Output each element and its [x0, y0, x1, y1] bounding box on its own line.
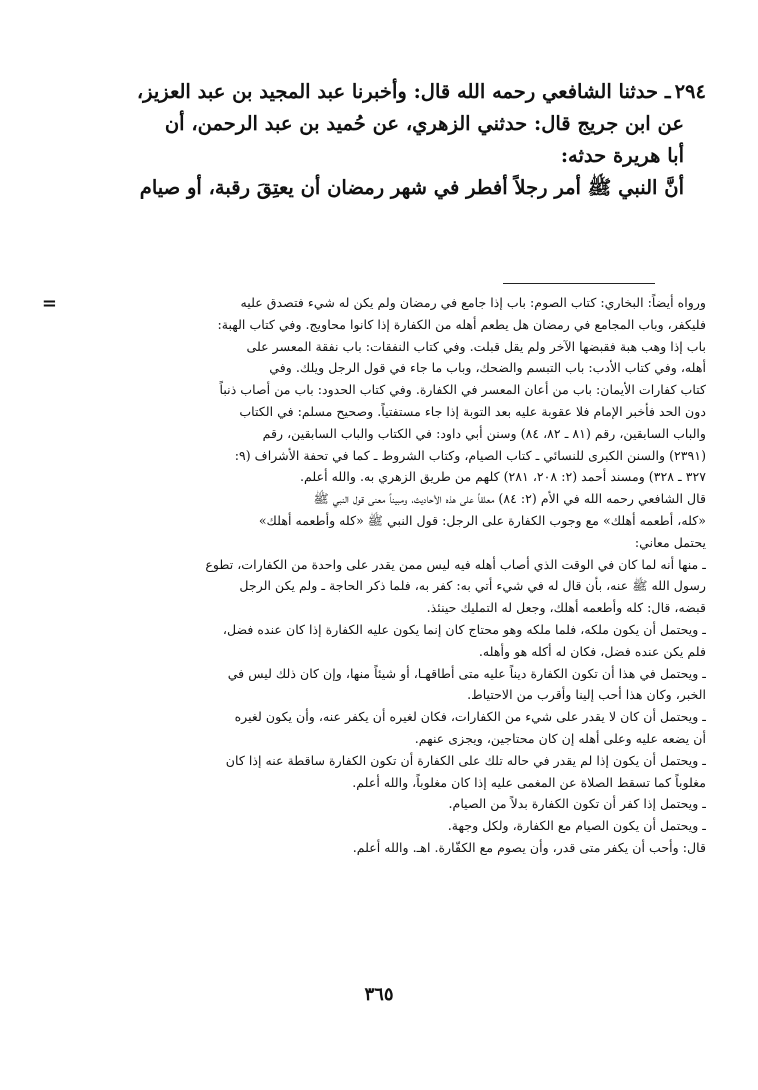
footnote-line: ـ ويحتمل إذا كفر أن تكون الكفارة بدلاً من الصيام. — [448, 796, 706, 812]
hadith-line — [46, 76, 706, 108]
footnote-line: باب إذا وهب هبة فقبضها الآخر ولم يقل قبلت. وفي كتاب النفقات: باب نفقة المعسر على — [246, 338, 706, 354]
footnote-line: ـ ويحتمل أن كان لا يقدر على شيء من الكفارات، فكان لغيره أن يكفر عنه، وأن يكون لغيره — [234, 709, 706, 725]
footnote-line: ـ ويحتمل أن يكون ملكه، فلما ملكه وهو محتاج كان إنما يكون عليه الكفارة إذا كان عنده فضل، — [222, 621, 706, 637]
footnote-line: فلم يكن عنده فضل، فكان له أكله هو وأهله. — [478, 643, 706, 659]
footnote-line: «كله، أطعمه أهلك» مع وجوب الكفارة على الرجل: قول النبي ﷺ «كله وأطعمه أهلك» — [258, 512, 706, 528]
footnote-line: كتاب كفارات الأيمان: باب من أعان المعسر في الكفارة. وفي كتاب الحدود: باب من أصاب ذنباً — [219, 382, 706, 398]
footnote-line: قال: وأحب أن يكفر متى قدر، وأن يصوم مع الكفّارة. اهـ. والله أعلم. — [352, 839, 706, 855]
hadith-line-text: ـ حدثنا الشافعي رحمه الله قال: وأخبرنا عبد المجيد بن عبد العزيز، — [136, 80, 671, 103]
footnote-line: ـ منها أنه لما كان في الوقت الذي أصاب أهله فيه ليس ممن يقدر على واحدة من الكفارات، تطوع — [205, 556, 706, 572]
footnote-line: ـ ويحتمل أن يكون الصيام مع الكفارة، ولكل وجهة. — [447, 818, 706, 834]
footnote-line: ـ ويحتمل في هذا أن تكون الكفارة ديناً عليه متى أطاقهـا، أو شيئاً منها، وإن كان ذلك ليس في — [227, 665, 706, 681]
footnote-block — [48, 292, 706, 859]
footnote-line: أهله، وفي كتاب الأدب: باب التبسم والضحك، وباب ما جاء في قول الرجل ويلك. وفي — [269, 360, 706, 376]
footnote-line: دون الحد فأخبر الإمام فلا عقوبة عليه بعد التوبة إذا جاء مستفتياً. وصحيح مسلم: في الكتاب — [239, 403, 706, 419]
footnote-line: ٣٢٧ ـ ٣٢٨) ومسند أحمد (٢: ٢٠٨، ٢٨١) كلهم من طريق الزهري به. والله أعلم. — [300, 469, 706, 485]
hadith-text-block — [46, 76, 706, 204]
hadith-number: ٢٩٤ — [674, 80, 706, 103]
footnote-line: يحتمل معاني: — [634, 534, 706, 550]
footnote-line: ورواه أيضاً: البخاري: كتاب الصوم: باب إذا جامع في رمضان ولم يكن له شيء فتصدق عليه — [240, 295, 706, 310]
footnote-separator-rule — [503, 283, 655, 284]
footnote-line: الخبر، وكان هذا أحب إلينا وأقرب من الاحتياط. — [467, 687, 706, 703]
hadith-line: أنَّ النبي ﷺ أمر رجلاً أفطر في شهر رمضان أن يعتِقَ رقبة، أو صيام — [139, 176, 684, 199]
footnote-line: أن يضعه عليه وعلى أهله إن كان محتاجين، ويجزى عنهم. — [414, 730, 706, 746]
page-number: ٣٦٥ — [364, 984, 394, 1005]
footnote-line: مغلوباً كما تسقط الصلاة عن المغمى عليه إذا كان مغلوباً، والله أعلم. — [352, 774, 706, 790]
footnote-continuation-mark: = — [41, 293, 57, 314]
footnote-line: والباب السابقين، رقم (٨١ ـ ٨٢، ٨٤) وسنن أبي داود: في الكتاب والباب السابقين، رقم — [262, 425, 706, 441]
footnote-line: قال الشافعي رحمه الله في الأم (٢: ٨٤) معلقاً على هذه الأحاديث، ومبيناً معنى قول النبي ﷺ — [313, 491, 706, 507]
hadith-line: عن ابن جريج قال: حدثني الزهري، عن حُميد بن عبد الرحمن، أن — [164, 112, 684, 135]
footnote-line: فليكفر، وباب المجامع في رمضان هل يطعم أهله من الكفارة إذا كانوا محاويج. وفي كتاب الهبة: — [217, 316, 706, 332]
footnote-line: قبضه، قال: كله وأطعمه أهلك، وجعل له التمليك حينئذ. — [426, 600, 706, 616]
footnote-line: ـ ويحتمل أن يكون إذا لم يقدر في حاله تلك على الكفارة أن تكون الكفارة ساقطة عنه إذا كان — [225, 752, 706, 768]
hadith-line: أبا هريرة حدثه: — [560, 144, 684, 167]
footnote-line: رسول الله ﷺ عنه، بأن قال له في شيء أتي به: كفر به، فلما ذكر الحاجة ـ ولم يكن الرجل — [239, 578, 706, 594]
footnote-line: (٢٣٩١) والسنن الكبرى للنسائي ـ كتاب الصيام، وكتاب الشروط ـ كما في تحفة الأشراف (٩: — [234, 447, 706, 463]
